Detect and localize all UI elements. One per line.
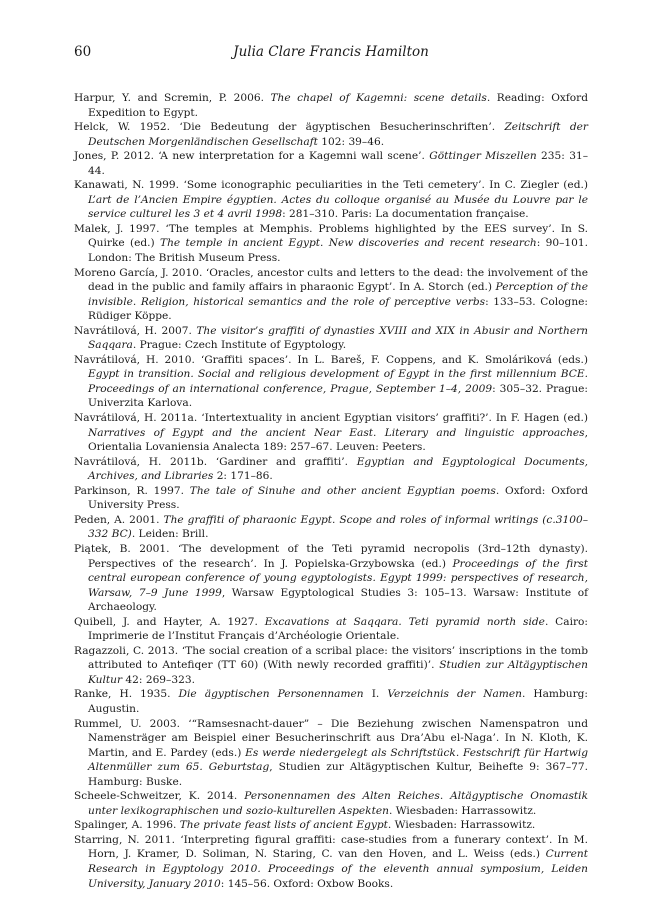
reference-text: : 145–56. Oxford: Oxbow Books. <box>220 877 394 890</box>
reference-entry <box>74 91 588 120</box>
reference-entry <box>74 411 588 455</box>
reference-title-italic: Personennamen des Alten Reiches. Altägyptische Onomastik unter lexikographischen und sozio-kulturellen Aspekten <box>88 790 588 817</box>
reference-entry <box>74 266 588 324</box>
reference-entry <box>74 644 588 688</box>
reference-title-italic: Perception of the invisible. Religion, historical semantics and the role of perceptive verbs <box>88 281 589 308</box>
reference-entry <box>74 222 588 266</box>
reference-text: Kanawati, N. 1999. ‘Some iconographic peculiarities in the Teti cemetery’. In C. Ziegler (ed.) <box>74 179 588 192</box>
reference-list <box>74 91 588 891</box>
reference-text: Rummel, U. 2003. ‘“Ramsesnacht-dauer” – Die Beziehung zwischen Namenspatron und Namensträger am Beispiel einer Besucherinschrift aus Dra’Abu el-Naga’. In N. Kloth, K. Martin, and E. Pardey (eds.) <box>74 717 588 759</box>
reference-entry <box>74 513 588 542</box>
reference-text: , Studien zur Altägyptischen Kultur, Beihefte 9: 367–77. Hamburg: Buske. <box>88 761 588 788</box>
reference-text: 42: 269–323. <box>122 673 195 686</box>
reference-title-italic: The visitor’s graffiti of dynasties XVIII and XIX in Abusir and Northern Saqqara <box>88 324 588 352</box>
reference-entry <box>74 833 588 891</box>
reference-title-italic: Zeitschrift der Deutschen Morgenländischen Gesellschaft <box>88 121 588 148</box>
reference-text: Ragazzoli, C. 2013. ‘The social creation of a scribal place: the visitors’ inscriptions in the tomb attributed to Antefiqer (TT 60) (With newly recorded graffiti)’. <box>74 644 588 672</box>
reference-text: : 305–32. Prague: Univerzita Karlova. <box>88 382 588 410</box>
reference-text: Piątek, B. 2001. ‘The development of the Teti pyramid necropolis (3rd–12th dynasty). Perspectives of the research’. In J. Popielska-Grzybowska (ed.) <box>74 542 588 570</box>
reference-text: , Warsaw Egyptological Studies 3: 105–13. Warsaw: Institute of Archaeology. <box>88 586 588 614</box>
reference-text: Malek, J. 1997. ‘The temples at Memphis. Problems highlighted by the EES survey’. In S. Quirke (ed.) <box>74 222 588 250</box>
reference-text: . Hamburg: Augustin. <box>88 688 588 715</box>
reference-title-italic: Verzeichnis der Namen <box>387 688 522 701</box>
reference-entry <box>74 717 588 790</box>
reference-text: : 281–310. Paris: La documentation française. <box>282 208 529 221</box>
reference-text: Helck, W. 1952. ‘Die Bedeutung der ägyptischen Besucherinschriften’. <box>74 121 505 134</box>
reference-text: 102: 39–46. <box>317 135 385 148</box>
reference-text: 235: 31–44. <box>88 150 588 177</box>
reference-title-italic: Die ägyptischen Personennamen <box>178 688 364 701</box>
reference-text: . Leiden: Brill. <box>131 528 209 541</box>
reference-text: Scheele-Schweitzer, K. 2014. <box>74 790 245 803</box>
reference-text: Navrátilová, H. 2011a. ‘Intertextuality in ancient Egyptian visitors’ graffiti?’. In F. Hagen (ed.) <box>74 412 588 425</box>
reference-text: Ranke, H. 1935. <box>74 688 179 701</box>
reference-title-italic: The private feast lists of ancient Egypt <box>179 819 388 832</box>
reference-text: Quibell, J. and Hayter, A. 1927. <box>74 615 265 628</box>
reference-title-italic: L’art de l’Ancien Empire égyptien. Actes du colloque organisé au Musée du Louvre par le service culturel les 3 et 4 avril 1998 <box>88 193 588 221</box>
reference-entry <box>74 178 588 222</box>
reference-text: Spalinger, A. 1996. <box>74 819 180 832</box>
reference-entry <box>74 484 588 513</box>
reference-text: Peden, A. 2001. <box>74 513 164 526</box>
reference-text: Jones, P. 2012. ‘A new interpretation for a Kagemni wall scene’. <box>74 150 430 163</box>
reference-title-italic: Es werde niedergelegt als Schriftstück. Festschrift für Hartwig Altenmüller zum 65. Geburtstag <box>88 746 589 774</box>
reference-text: Harpur, Y. and Scremin, P. 2006. <box>74 92 271 104</box>
reference-text: : 90–101. London: The British Museum Press. <box>88 237 588 265</box>
reference-entry <box>74 687 588 716</box>
reference-text: . Wiesbaden: Harrassowitz. <box>388 804 537 817</box>
reference-entry <box>74 542 588 615</box>
reference-text: . Prague: Czech Institute of Egyptology. <box>132 339 347 352</box>
reference-title-italic: Narratives of Egypt and the ancient Near East. Literary and linguistic approaches <box>88 426 585 439</box>
reference-text: I. <box>363 688 388 701</box>
reference-title-italic: Proceedings of the first central european conference of young egyptologists. Egypt 1999: perspectives of research, Warsaw, 7–9 June 1999 <box>88 557 588 599</box>
reference-title-italic: The chapel of Kagemni: scene details <box>270 92 487 104</box>
running-title: Julia Clare Francis Hamilton <box>233 44 429 60</box>
page-header <box>74 44 588 66</box>
reference-title-italic: Egypt in transition. Social and religious development of Egypt in the first millennium BCE. Proceedings of an international conference, Prague, September 1–4, 2009 <box>88 368 588 395</box>
reference-text: . Wiesbaden: Harrassowitz. <box>387 819 536 832</box>
reference-text: . Reading: Oxford Expedition to Egypt. <box>88 92 589 119</box>
reference-entry <box>74 455 588 484</box>
reference-entry <box>74 149 588 178</box>
reference-text: , Orientalia Lovaniensia Analecta 189: 257–67. Leuven: Peeters. <box>88 426 588 454</box>
reference-title-italic: The temple in ancient Egypt. New discoveries and recent research <box>160 237 537 250</box>
reference-text: Starring, N. 2011. ‘Interpreting figural graffiti: case-studies from a funerary context’. In M. Horn, J. Kramer, D. Soliman, N. Staring, C. van den Hoven, and L. Weiss (eds.) <box>74 833 588 861</box>
page-number: 60 <box>74 44 92 60</box>
reference-text: . Cairo: Imprimerie de l’Institut Français d’Archéologie Orientale. <box>88 615 588 643</box>
reference-text: Moreno García, J. 2010. ‘Oracles, ancestor cults and letters to the dead: the involvement of the dead in the public and family affairs in pharaonic Egypt’. In A. Storch (ed.) <box>74 266 588 294</box>
reference-title-italic: The tale of Sinuhe and other ancient Egyptian poems <box>189 484 496 497</box>
reference-title-italic: Göttinger Miszellen <box>429 150 537 163</box>
reference-title-italic: Studien zur Altägyptischen Kultur <box>88 659 588 686</box>
reference-entry <box>74 353 588 411</box>
reference-entry <box>74 789 588 818</box>
reference-entry <box>74 120 588 149</box>
reference-text: Navrátilová, H. 2007. <box>74 324 197 337</box>
reference-entry <box>74 615 588 644</box>
reference-title-italic: The graffiti of pharaonic Egypt. Scope and roles of informal writings (c.3100–332 BC) <box>88 513 588 541</box>
reference-text: Navrátilová, H. 2011b. ‘Gardiner and graffiti’. <box>74 455 357 468</box>
reference-text: Parkinson, R. 1997. <box>74 484 190 497</box>
reference-title-italic: Current Research in Egyptology 2010. Proceedings of the eleventh annual symposium, Leiden University, January 2010 <box>88 848 588 890</box>
reference-entry <box>74 324 588 353</box>
reference-title-italic: Excavations at Saqqara. Teti pyramid north side <box>264 615 545 628</box>
reference-title-italic: Egyptian and Egyptological Documents, Archives, and Libraries <box>88 455 588 483</box>
reference-entry <box>74 818 588 833</box>
reference-text: . Oxford: Oxford University Press. <box>88 484 588 512</box>
reference-text: : 133–53. Cologne: Rüdiger Köppe. <box>88 295 588 323</box>
reference-text: 2: 171–86. <box>213 470 273 483</box>
reference-text: Navrátilová, H. 2010. ‘Graffiti spaces’. In L. Bareš, F. Coppens, and K. Smoláriková (eds.) <box>74 353 588 366</box>
